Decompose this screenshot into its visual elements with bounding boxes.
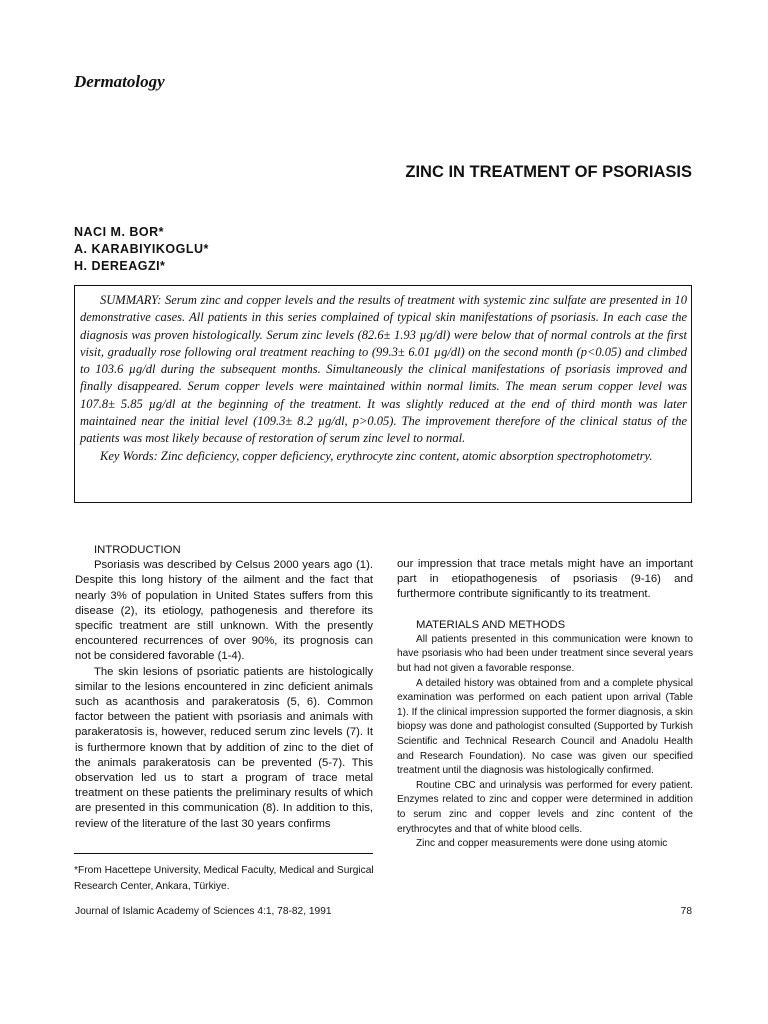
body-paragraph: Routine CBC and urinalysis was performed for every patient. Enzymes related to zinc and copper were determined in addition to serum zinc and copper levels and zinc content of the erythrocytes and that of white blood cells. <box>397 779 693 835</box>
summary-text: SUMMARY: Serum zinc and copper levels and the results of treatment with systemic zinc sulfate are presented in 10 demonstrative cases. All patients in this series complained of typical skin manifestations of psoriasis. In each case the diagnosis was proven histologically. Serum zinc levels (82.6± 1.93 µg/dl) were below that of normal controls at the first visit, gradually rose following oral treatment reaching to (99.3± 6.01 µg/dl) on the second month (p<0.05) and climbed to 103.6 µg/dl during the subsequent months. Simultaneously the clinical manifestations of psoriasis improved and finally disappeared. Serum copper levels were maintained within normal limits. The mean serum copper level was 107.8± 5.85 µg/dl at the beginning of the treatment. It was slightly reduced at the end of third month was later maintained near the initial level (109.3± 8.2 µg/dl, p>0.05). The improvement therefore of the clinical status of the patients was most likely because of restoration of serum zinc level to normal. <box>80 293 687 446</box>
keywords-text: Key Words: Zinc deficiency, copper deficiency, erythrocyte zinc content, atomic absorption spectrophotometry. <box>100 448 653 463</box>
body-paragraph: The skin lesions of psoriatic patients are histologically similar to the lesions encountered in zinc deficient animals such as acanthosis and parakeratosis (5, 6). Common factor between the patient with psoriasis and animals with parakeratosis is, however, reduced serum zinc levels (7). It is furthermore known that by addition of zinc to the diet of the animals parakeratosis can be prevented (5-7). This observation led us to start a program of trace metal treatment on these patients the preliminary results of which are presented in this communication (8). In addition to this, review of the literature of the last 30 years confirms <box>75 665 373 830</box>
footnote: *From Hacettepe University, Medical Faculty, Medical and Surgical Research Center, Ankara, Türkiye. <box>74 865 374 892</box>
body-paragraph: Psoriasis was described by Celsus 2000 years ago (1). Despite this long history of the ailment and the fact that nearly 3% of population in United States suffers from this disease (2), its etiology, pathogenesis and therefore its specific treatment are still unknown. With the presently encountered recurrences of over 90%, its prognosis can not be considered favorable (1-4). <box>75 559 373 663</box>
body-paragraph: All patients presented in this communication were known to have psoriasis who had been under treatment since several years but had not given a favorable response. <box>397 633 693 674</box>
body-paragraph: our impression that trace metals might have an important part in etiopathogenesis of psoriasis (9-16) and furthermore contribute significantly to its treatment. <box>397 558 693 601</box>
journal-citation: Journal of Islamic Academy of Sciences 4:1, 78-82, 1991 <box>75 906 332 917</box>
page-number: 78 <box>680 906 692 917</box>
summary-box <box>74 285 692 503</box>
section-label: Dermatology <box>74 72 165 91</box>
introduction-heading: INTRODUCTION <box>94 544 181 556</box>
left-column <box>75 543 373 832</box>
article-title: ZINC IN TREATMENT OF PSORIASIS <box>405 163 692 181</box>
author-name: NACI M. BOR* <box>74 225 165 239</box>
body-paragraph: Zinc and copper measurements were done using atomic <box>416 838 668 850</box>
right-column <box>397 543 693 852</box>
author-name: A. KARABIYIKOGLU* <box>74 242 209 256</box>
methods-heading: MATERIALS AND METHODS <box>416 618 566 631</box>
author-list <box>74 224 209 275</box>
body-paragraph: A detailed history was obtained from and a complete physical examination was performed on each patient upon arrival (Table 1). If the clinical impression supported the former diagnosis, a skin biopsy was done and pathologist consulted (Supported by Turkish Scientific and Technical Research Council and Anadolu Health and Research Foundation). No case was given our specified treatment until the diagnosis was histologically confirmed. <box>397 677 693 777</box>
author-name: H. DEREAGZI* <box>74 259 166 273</box>
footnote-divider <box>74 853 373 854</box>
